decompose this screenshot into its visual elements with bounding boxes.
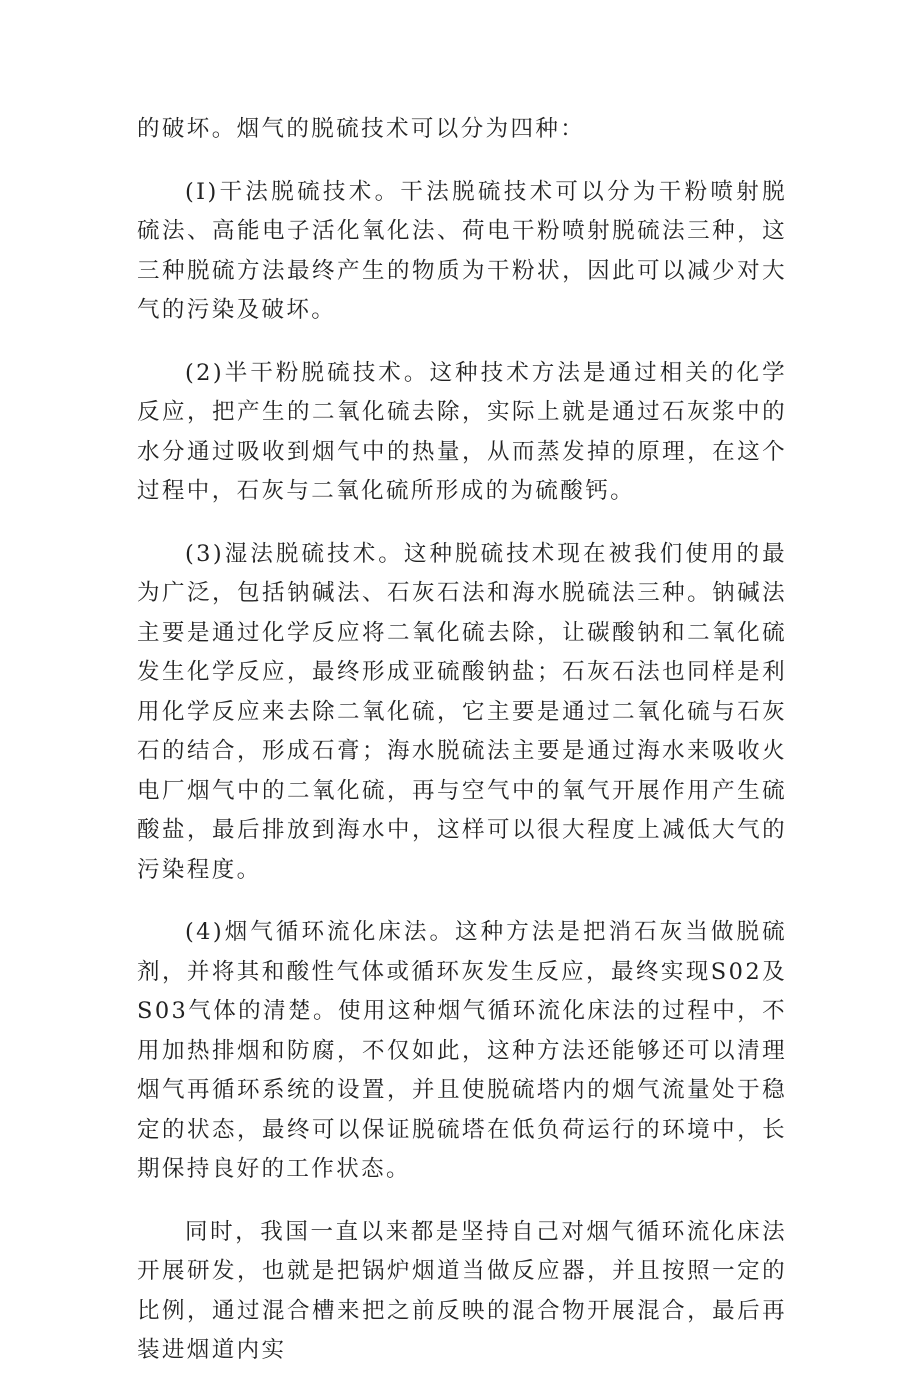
- paragraph-dry-desulfurization: (I)干法脱硫技术。干法脱硫技术可以分为干粉喷射脱硫法、高能电子活化氧化法、荷电干粉喷射脱硫法三种，这三种脱硫方法最终产生的物质为干粉状，因此可以减少对大气的污染及破坏。: [137, 178, 787, 323]
- paragraph-circulating-fluidized-bed: (4)烟气循环流化床法。这种方法是把消石灰当做脱硫剂，并将其和酸性气体或循环灰发生反应，最终实现S02及S03气体的清楚。使用这种烟气循环流化床法的过程中，不用加热排烟和防腐，不仅如此，这种方法还能够还可以清理烟气再循环系统的设置，并且使脱硫塔内的烟气流量处于稳定的状态，最终可以保证脱硫塔在低负荷运行的环境中，长期保持良好的工作状态。: [137, 919, 787, 1182]
- paragraph-intro: 的破坏。烟气的脱硫技术可以分为四种：: [137, 116, 586, 142]
- paragraph-domestic-research: 同时，我国一直以来都是坚持自己对烟气循环流化床法开展研发，也就是把锅炉烟道当做反应器，并且按照一定的比例，通过混合槽来把之前反映的混合物开展混合，最后再装进烟道内实: [137, 1218, 787, 1363]
- document-body: [137, 110, 787, 1394]
- paragraph-wet-desulfurization: (3)湿法脱硫技术。这种脱硫技术现在被我们使用的最为广泛，包括钠碱法、石灰石法和海水脱硫法三种。钠碱法主要是通过化学反应将二氧化硫去除，让碳酸钠和二氧化硫发生化学反应，最终形成亚硫酸钠盐；石灰石法也同样是利用化学反应来去除二氧化硫，它主要是通过二氧化硫与石灰石的结合，形成石膏；海水脱硫法主要是通过海水来吸收火电厂烟气中的二氧化硫，再与空气中的氧气开展作用产生硫酸盐，最后排放到海水中，这样可以很大程度上减低大气的污染程度。: [137, 540, 787, 883]
- paragraph-semi-dry-desulfurization: (2)半干粉脱硫技术。这种技术方法是通过相关的化学反应，把产生的二氧化硫去除，实际上就是通过石灰浆中的水分通过吸收到烟气中的热量，从而蒸发掉的原理，在这个过程中，石灰与二氧化硫所形成的为硫酸钙。: [137, 359, 787, 504]
